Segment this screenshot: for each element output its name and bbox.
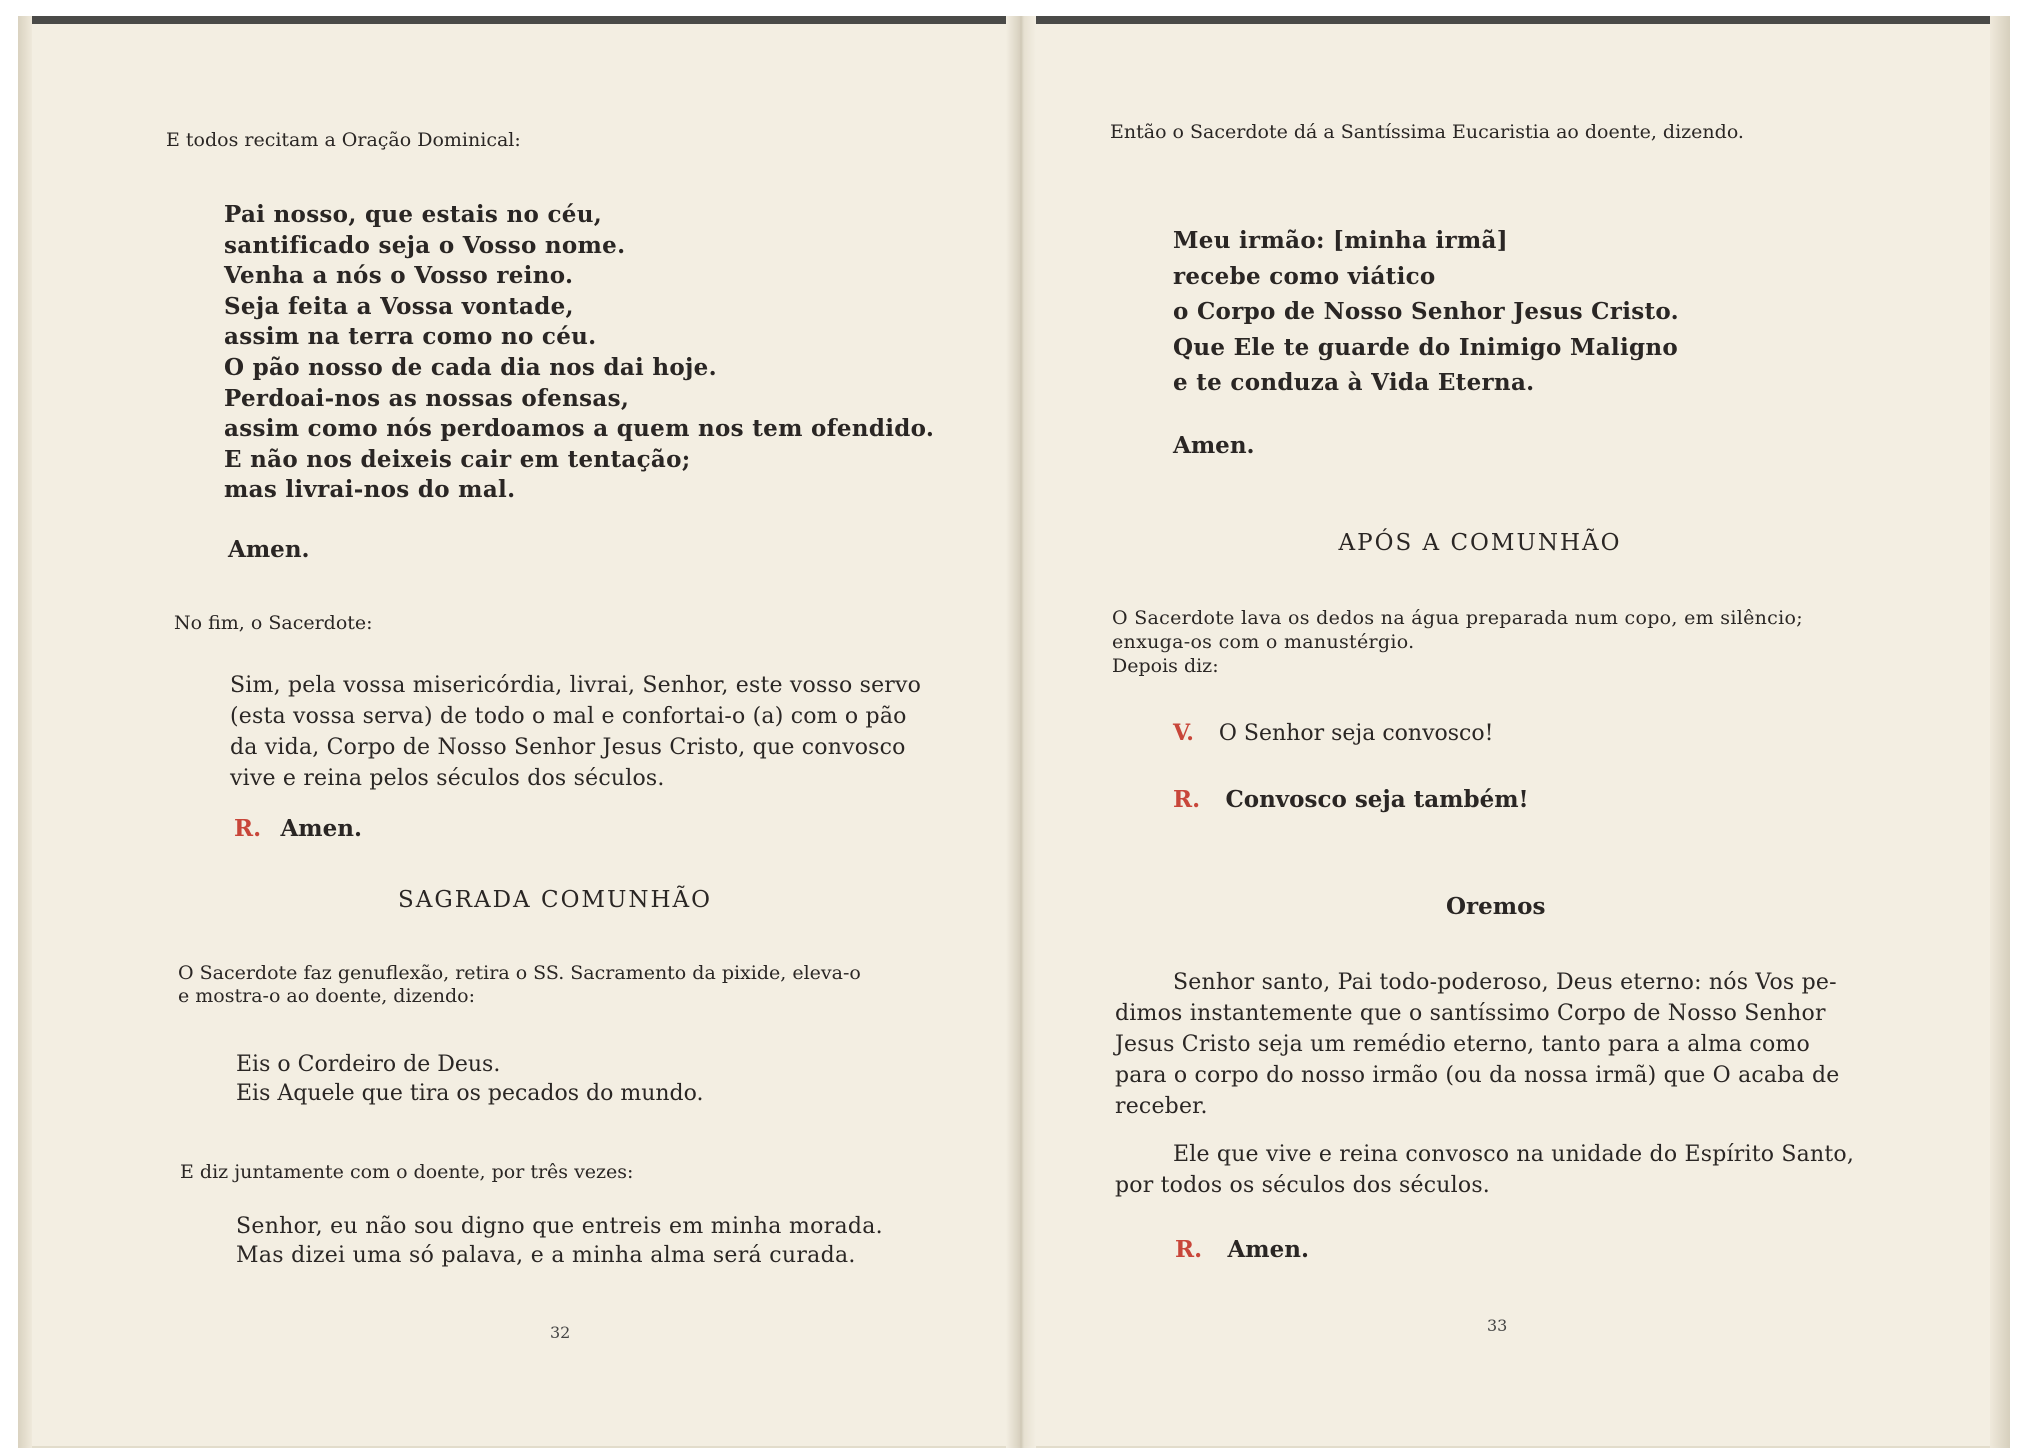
final-response	[1175, 1236, 1309, 1263]
prayer-line: E não nos deixeis cair em tentação;	[224, 445, 691, 473]
rubric-no-fim: No fim, o Sacerdote:	[174, 612, 373, 634]
prayer-line: da vida, Corpo de Nosso Senhor Jesus Cristo, que convosco	[230, 735, 906, 760]
rubric-line: O Sacerdote lava os dedos na água preparada num copo, em silêncio;	[1112, 607, 1803, 629]
final-text: Amen.	[1227, 1236, 1309, 1263]
prayer-line: o Corpo de Nosso Senhor Jesus Cristo.	[1173, 298, 1679, 325]
prayer-line: assim na terra como no céu.	[224, 323, 597, 351]
prayer-line: Eis Aquele que tira os pecados do mundo.	[236, 1081, 704, 1106]
prayer-line: Perdoai-nos as nossas ofensas,	[224, 384, 630, 412]
versicle-text: O Senhor seja convosco!	[1218, 721, 1494, 746]
oremos-heading: Oremos	[1446, 893, 1546, 920]
response	[1173, 786, 1529, 813]
rubric-lava-dedos	[1112, 606, 1803, 654]
prayer-line: Senhor, eu não sou digno que entreis em minha morada.	[236, 1214, 883, 1239]
prayer-line: por todos os séculos dos séculos.	[1115, 1173, 1491, 1198]
amen-1: Amen.	[1173, 432, 1255, 459]
response-marker: R.	[234, 815, 262, 842]
page-number: 32	[550, 1323, 571, 1342]
conclusion	[1115, 1139, 1905, 1201]
prayer-line: O pão nosso de cada dia nos dai hoje.	[224, 353, 717, 381]
rubric-line: enxuga-os com o manustérgio.	[1112, 631, 1415, 653]
left-page	[0, 0, 1010, 1453]
domine-non-sum-dignus	[236, 1212, 883, 1270]
prayer-line: assim como nós perdoamos a quem nos tem ofendido.	[224, 415, 935, 443]
prayer-line: Pai nosso, que estais no céu,	[224, 201, 603, 228]
amen-1: Amen.	[228, 536, 310, 563]
prayer-line: Meu irmão: [minha irmã]	[1173, 227, 1508, 254]
prayer-line: para o corpo do nosso irmão (ou da nossa irmã) que O acaba de	[1115, 1063, 1840, 1088]
heading-sagrada-comunhao: SAGRADA COMUNHÃO	[397, 887, 713, 913]
prayer-line: recebe como viático	[1173, 262, 1436, 290]
prayer-line: (esta vossa serva) de todo o mal e confortai-o (a) com o pão	[230, 704, 907, 729]
page-number: 33	[1487, 1316, 1508, 1335]
final-marker: R.	[1175, 1236, 1203, 1263]
response-text: Convosco seja também!	[1225, 786, 1529, 813]
prayer-line: dimos instantemente que o santíssimo Corpo de Nosso Senhor	[1115, 1001, 1826, 1026]
prayer-line: Seja feita a Vossa vontade,	[224, 292, 574, 320]
prayer-line: e te conduza à Vida Eterna.	[1173, 369, 1535, 396]
rubric-line: O Sacerdote faz genuflexão, retira o SS. Sacramento da pixide, eleva-o	[178, 962, 861, 984]
response-text: Amen.	[280, 815, 362, 842]
versicle	[1173, 720, 1493, 746]
prayer-line: Venha a nós o Vosso reino.	[224, 262, 574, 290]
postcommunion-prayer	[1115, 967, 1905, 1122]
our-father-prayer	[224, 200, 934, 506]
rubric-genuflexao	[178, 962, 861, 1008]
prayer-line: Eis o Cordeiro de Deus.	[236, 1052, 501, 1077]
prayer-line: Senhor santo, Pai todo-poderoso, Deus eterno: nós Vos pe-	[1173, 970, 1837, 995]
viaticum-formula	[1173, 223, 1679, 401]
prayer-line: Jesus Cristo seja um remédio eterno, tanto para a alma como	[1115, 1032, 1810, 1057]
rubric-line: e mostra-o ao doente, dizendo:	[178, 985, 476, 1007]
rubric-depois-diz: Depois diz:	[1112, 655, 1219, 677]
prayer-line: receber.	[1115, 1094, 1208, 1119]
rubric-tres-vezes: E diz juntamente com o doente, por três vezes:	[180, 1161, 634, 1183]
prayer-line: santificado seja o Vosso nome.	[224, 231, 626, 259]
right-page	[1030, 0, 2030, 1453]
deliver-prayer	[230, 670, 930, 794]
response-marker: R.	[1173, 786, 1201, 813]
heading-apos-comunhao: APÓS A COMUNHÃO	[1338, 530, 1622, 556]
prayer-line: vive e reina pelos séculos dos séculos.	[230, 766, 665, 791]
ecce-agnus	[236, 1050, 704, 1108]
prayer-line: Ele que vive e reina convosco na unidade do Espírito Santo,	[1173, 1142, 1855, 1167]
rubric-oracao-dominical: E todos recitam a Oração Dominical:	[166, 129, 521, 151]
prayer-line: mas livrai-nos do mal.	[224, 476, 516, 504]
prayer-line: Mas dizei uma só palava, e a minha alma será curada.	[236, 1243, 856, 1268]
rubric-eucaristia: Então o Sacerdote dá a Santíssima Eucaristia ao doente, dizendo.	[1110, 121, 1744, 143]
response-amen	[234, 815, 362, 842]
prayer-line: Que Ele te guarde do Inimigo Maligno	[1173, 333, 1679, 361]
prayer-line: Sim, pela vossa misericórdia, livrai, Senhor, este vosso servo	[230, 673, 922, 698]
versicle-marker: V.	[1173, 720, 1194, 746]
